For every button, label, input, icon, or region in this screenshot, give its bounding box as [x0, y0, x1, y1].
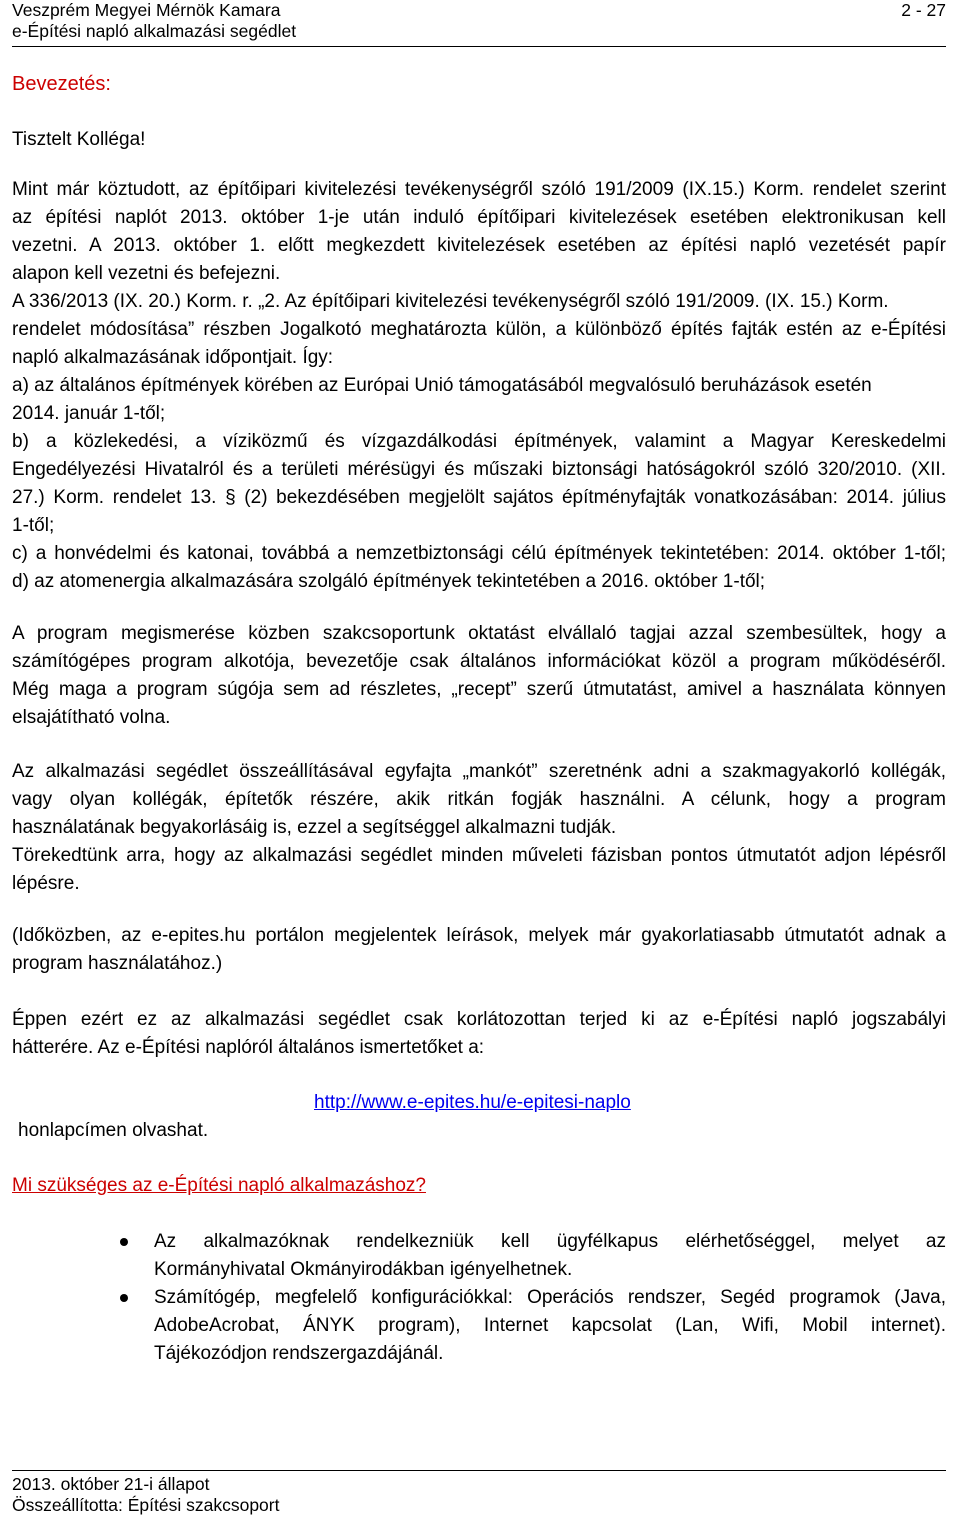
page-header: [12, 0, 946, 47]
program-paragraph: [12, 620, 946, 732]
list-item-b: b) a közlekedési, a víziközmű és vízgazdálkodási építmények, valamint a Magyar Kereskedelmi: [12, 431, 946, 452]
requirements-heading: Mi szükséges az e-Építési napló alkalmazáshoz?: [12, 1175, 426, 1196]
text-line: használatának begyakorlásáig is, ezzel a segítséggel alkalmazni tudják.: [12, 817, 617, 838]
text-line: program használatához.): [12, 953, 223, 974]
text-line: Az alkalmazóknak rendelkezniük kell ügyfélkapus elérhetőséggel, melyet az: [154, 1231, 946, 1252]
list-item-c: c) a honvédelmi és katonai, továbbá a nemzetbiztonsági célú építmények tekintetében: 2014. október 1-től;: [12, 543, 946, 564]
page-footer: [12, 1470, 946, 1516]
text-line: 2014. január 1-től;: [12, 403, 166, 424]
header-organization: Veszprém Megyei Mérnök Kamara: [12, 0, 281, 20]
bullet-icon: [120, 1238, 128, 1246]
text-line: Tájékozódjon rendszergazdájánál.: [154, 1343, 444, 1364]
text-line: Még maga a program súgója sem ad részletes, „recept” szerű útmutatást, amivel a használata könnyen: [12, 679, 946, 700]
text-line: napló alkalmazásának időpontjait. Így:: [12, 347, 334, 368]
scope-paragraph: [12, 1006, 946, 1062]
note-paragraph: [12, 922, 946, 978]
text-line: az építési naplót 2013. október 1-je után induló építőipari kivitelezések esetében elektronikusan kell: [12, 207, 946, 228]
legal-background-paragraph: [12, 176, 946, 596]
text-line: rendelet módosítása” részben Jogalkotó meghatározta külön, a különböző építés fajták estén az e-Építési: [12, 319, 946, 340]
header-subtitle: e-Építési napló alkalmazási segédlet: [12, 21, 297, 41]
footer-author: Összeállította: Építési szakcsoport: [12, 1495, 280, 1515]
bullet-icon: [120, 1294, 128, 1302]
text-line: alapon kell vezetni és befejezni.: [12, 263, 281, 284]
text-line: AdobeAcrobat, ÁNYK program), Internet kapcsolat (Lan, Wifi, Mobil internet).: [154, 1315, 946, 1336]
requirements-list: [12, 1228, 946, 1368]
text-line: elsajátítható volna.: [12, 707, 171, 728]
list-item-a: a) az általános építmények körében az Európai Unió támogatásából megvalósuló beruházások esetén: [12, 375, 872, 396]
text-line: Kormányhivatal Okmányirodákban igényelhetnek.: [154, 1259, 573, 1280]
greeting: Tisztelt Kolléga!: [12, 129, 146, 150]
text-line: számítógépes program alkotója, bevezetője csak általános információkat közöl a program működéséről.: [12, 651, 946, 672]
intro-heading: Bevezetés:: [12, 73, 111, 95]
text-line: hátterére. Az e-Építési naplóról általános ismertetőket a:: [12, 1037, 485, 1058]
purpose-paragraph: [12, 758, 946, 898]
footer-date: 2013. október 21-i állapot: [12, 1474, 210, 1494]
page-number: 2 - 27: [901, 0, 946, 20]
text-line: Törekedtünk arra, hogy az alkalmazási segédlet minden műveleti fázisban pontos útmutatót adjon lépésről: [12, 845, 946, 866]
text-line: Éppen ezért ez az alkalmazási segédlet csak korlátozottan terjed ki az e-Építési napló jogszabályi: [12, 1009, 946, 1030]
text-line: 1-től;: [12, 515, 55, 536]
list-item: [12, 1228, 946, 1284]
text-line: lépésre.: [12, 873, 80, 894]
text-line: Mint már köztudott, az építőipari kivitelezési tevékenységről szóló 191/2009 (IX.15.) Korm. rendelet szerint: [12, 179, 946, 200]
text-line: 27.) Korm. rendelet 13. § (2) bekezdésében megjelölt sajátos építményfajták vonatkozásában: 2014. július: [12, 487, 946, 508]
text-line: (Időközben, az e-epites.hu portálon megjelentek leírások, melyek már gyakorlatiasabb útmutatót adnak a: [12, 925, 946, 946]
text-line: vezetni. A 2013. október 1. előtt megkezdett kivitelezések esetében az építési napló vezetését papír: [12, 235, 946, 256]
e-epitesi-naplo-link[interactable]: http://www.e-epites.hu/e-epitesi-naplo: [314, 1092, 631, 1113]
text-line: Az alkalmazási segédlet összeállításával egyfajta „mankót” szeretnénk adni a szakmagyakorló kollégák,: [12, 761, 946, 782]
text-line: honlapcímen olvashat.: [18, 1120, 209, 1141]
list-item-d: d) az atomenergia alkalmazására szolgáló építmények tekintetében a 2016. október 1-től;: [12, 571, 766, 592]
list-item: [12, 1284, 946, 1368]
text-line: Számítógép, megfelelő konfigurációkkal: Operációs rendszer, Segéd programok (Java,: [154, 1287, 946, 1308]
text-line: A 336/2013 (IX. 20.) Korm. r. „2. Az építőipari kivitelezési tevékenységről szóló 191/2009. (IX. 15.) Korm.: [12, 291, 889, 312]
text-line: A program megismerése közben szakcsoportunk oktatást elvállaló tagjai azzal szembesültek, hogy a: [12, 623, 946, 644]
text-line: Engedélyezési Hivatalról és a területi mérésügyi és műszaki biztonsági hatóságokról szóló 320/2010. (XII.: [12, 459, 946, 480]
text-line: vagy olyan kollégák, építetők részére, akik ritkán fogják használni. A célunk, hogy a program: [12, 789, 946, 810]
